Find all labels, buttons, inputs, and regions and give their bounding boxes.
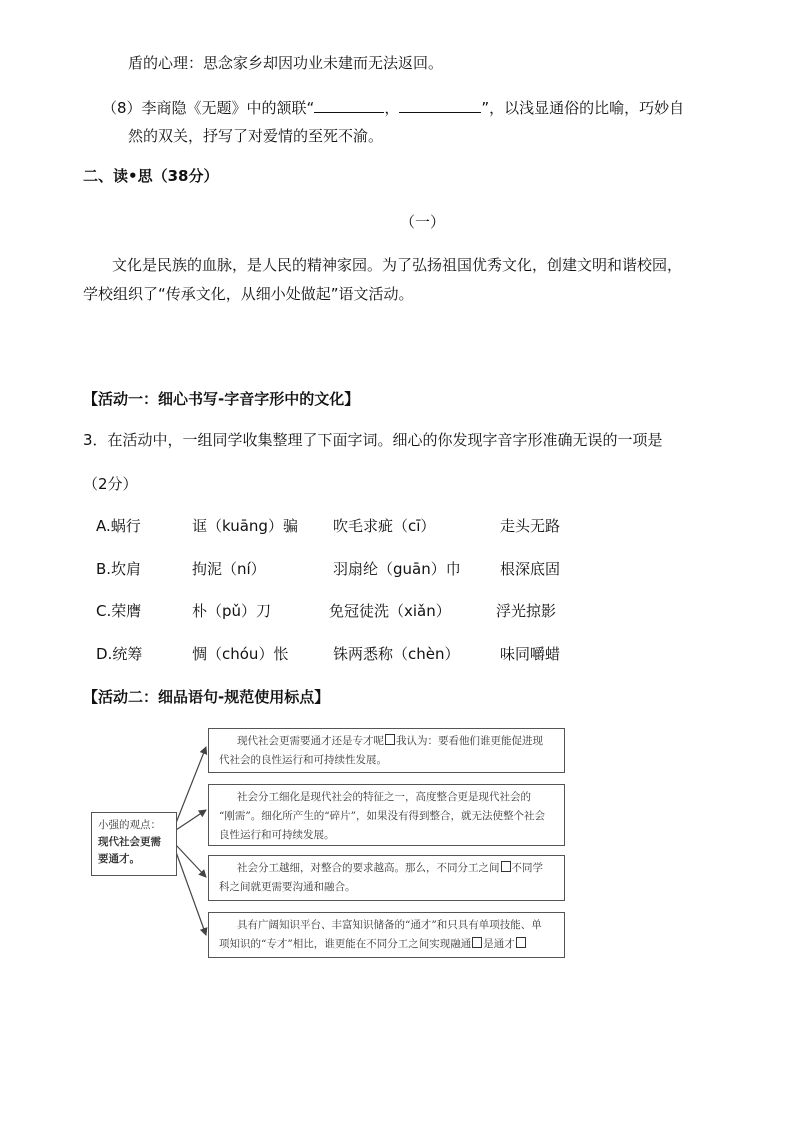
option-c-word2: 朴（pǔ）刀 xyxy=(192,602,272,620)
box4-text-b2: 是通才 xyxy=(483,938,515,950)
activity-2-heading: 【活动二：细品语句-规范使用标点】 xyxy=(83,688,330,706)
option-c-word3: 免冠徒洗（xiǎn） xyxy=(329,602,451,620)
viewpoint-box xyxy=(91,812,177,876)
box3-line-2: 科之间就更需要沟通和融合。 xyxy=(219,881,356,893)
box1-line-1 xyxy=(219,732,556,751)
box3-line-1 xyxy=(219,859,556,878)
viewpoint-text-2: 要通才。 xyxy=(98,853,140,865)
option-c-word4: 浮光掠影 xyxy=(496,602,557,620)
arrow-to-box-3 xyxy=(176,845,206,877)
option-d-word3: 铢两悉称（chèn） xyxy=(333,645,460,663)
option-d-word2: 惆（chóu）怅 xyxy=(192,645,289,663)
box1-text-b: 我认为：要看他们谁更能促进现 xyxy=(396,735,543,747)
punctuation-blank-1[interactable] xyxy=(385,734,395,745)
box3-text-a2: 不同学 xyxy=(511,862,543,874)
option-b-word4: 根深底固 xyxy=(500,560,561,578)
question-3-score: （2分） xyxy=(83,475,138,493)
argument-box-3 xyxy=(208,855,565,901)
box2-line-1: 社会分工细化是现代社会的特征之一，高度整合更是现代社会的 xyxy=(237,791,531,803)
section-heading-2: 二、读•思（38分） xyxy=(83,167,219,185)
punctuation-blank-3[interactable] xyxy=(472,937,482,948)
q8-line-2: 然的双关，抒写了对爱情的至死不渝。 xyxy=(128,127,384,145)
option-a-word2: 诓（kuāng）骗 xyxy=(192,517,298,535)
arrow-to-box-4 xyxy=(176,852,206,935)
option-c-word1[interactable]: C.荣膺 xyxy=(96,602,142,620)
punctuation-blank-4[interactable] xyxy=(516,937,526,948)
argument-box-1 xyxy=(208,728,565,773)
box2-line-3: 良性运行和可持续发展。 xyxy=(219,829,335,841)
viewpoint-text-1: 现代社会更需 xyxy=(98,836,161,848)
activity-1-heading: 【活动一：细心书写-字音字形中的文化】 xyxy=(83,390,360,408)
q8-prefix: （8）李商隐《无题》中的颔联“ xyxy=(102,99,315,117)
option-d-word4: 味同嚼蜡 xyxy=(500,645,561,663)
question-3: 3．在活动中，一组同学收集整理了下面字词。细心的你发现字音字形准确无误的一项是 xyxy=(83,431,663,449)
box1-text-a: 现代社会更需要通才还是专才呢 xyxy=(237,735,384,747)
option-a-word3: 吹毛求疵（cī） xyxy=(333,517,436,535)
part-heading-1: （一） xyxy=(400,213,446,231)
intro-line-2: 学校组织了“传承文化，从细小处做起”语文活动。 xyxy=(83,285,414,303)
answer-line-q7: 盾的心理：思念家乡却因功业未建而无法返回。 xyxy=(128,54,444,72)
viewpoint-label: 小强的观点： xyxy=(98,819,161,831)
box4-text-b: 项知识的“专才”相比，谁更能在不同分工之间实现融通 xyxy=(219,938,472,950)
argument-box-4 xyxy=(208,912,565,958)
punctuation-blank-2[interactable] xyxy=(501,861,511,872)
q8-suffix: ”，以浅显通俗的比喻，巧妙自 xyxy=(481,99,685,117)
option-b-word1[interactable]: B.坎肩 xyxy=(96,560,142,578)
option-a-word1[interactable]: A.蜗行 xyxy=(96,517,141,535)
box3-text-a: 社会分工越细，对整合的要求越高。那么，不同分工之间 xyxy=(237,862,500,874)
arrow-to-box-1 xyxy=(176,747,206,823)
q8-comma: ， xyxy=(384,99,400,117)
box1-line-2: 代社会的良性运行和可持续性发展。 xyxy=(219,754,387,766)
box2-line-2: “刚需”。细化所产生的“碎片”，如果没有得到整合，就无法使整个社会 xyxy=(219,810,545,822)
argument-box-2 xyxy=(208,784,565,846)
option-a-word4: 走头无路 xyxy=(500,517,561,535)
box4-line-2 xyxy=(219,935,556,954)
option-b-word3: 羽扇纶（guān）巾 xyxy=(333,560,461,578)
intro-line-1: 文化是民族的血脉，是人民的精神家园。为了弘扬祖国优秀文化，创建文明和谐校园， xyxy=(112,256,683,274)
option-d-word1[interactable]: D.统筹 xyxy=(96,645,143,663)
option-b-word2: 拘泥（ní） xyxy=(192,560,266,578)
box4-line-1: 具有广阔知识平台、丰富知识储备的“通才”和只具有单项技能、单 xyxy=(237,919,542,931)
